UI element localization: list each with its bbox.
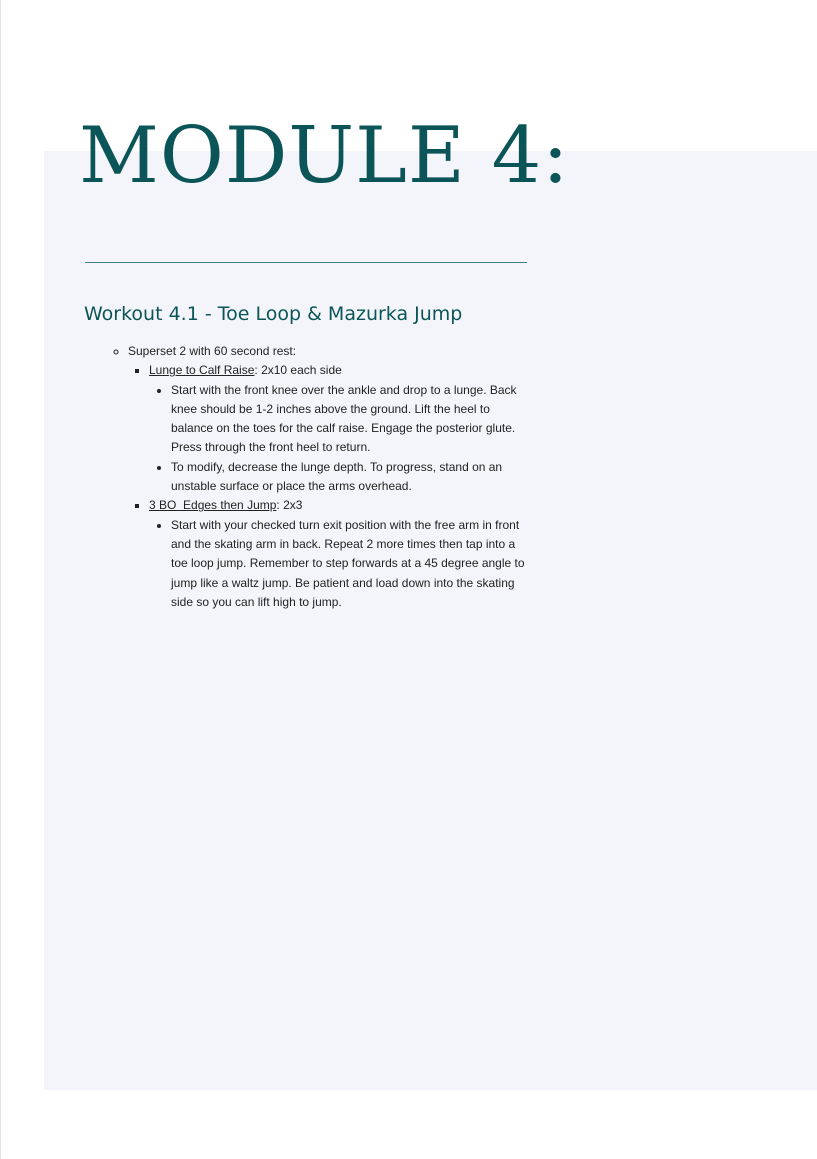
superset-item — [128, 342, 531, 612]
title-divider — [85, 262, 527, 263]
workout-content — [111, 342, 531, 612]
exercise-note: • Start with the front knee over the ankle and drop to a lunge. Back knee should be 1-2 inches above the ground. Lift the heel to balance on the toes for the calf raise. Engage the posterior glute. Press through the front heel to return. — [171, 381, 531, 458]
content-panel — [44, 151, 817, 1090]
superset-list — [111, 342, 531, 612]
exercise-prescription: : 2x3 — [276, 498, 303, 513]
exercise-prescription: : 2x10 each side — [254, 363, 342, 378]
exercise-link-lunge-calf-raise[interactable]: Lunge to Calf Raise — [149, 363, 255, 378]
exercise-note: • To modify, decrease the lunge depth. To progress, stand on an unstable surface or place the arms overhead. — [171, 458, 531, 497]
exercise-list — [128, 361, 531, 612]
module-title: MODULE 4: — [79, 111, 570, 201]
exercise-item-lunge-calf-raise — [149, 361, 531, 496]
exercise-notes — [149, 381, 531, 497]
exercise-notes — [149, 516, 531, 612]
superset-label: Superset 2 with 60 second rest: — [128, 344, 297, 358]
exercise-link-bo-edges-jump[interactable]: 3 BO Edges then Jump — [149, 498, 277, 513]
workout-title: Workout 4.1 - Toe Loop & Mazurka Jump — [84, 303, 463, 325]
exercise-note: • Start with your checked turn exit position with the free arm in front and the skating arm in back. Repeat 2 more times then tap into a toe loop jump. Remember to step forwards at a 45 degree angle to jump like a waltz jump. Be patient and load down into the skating side so you can lift high to jump. — [171, 516, 531, 612]
exercise-item-bo-edges-jump — [149, 496, 531, 612]
